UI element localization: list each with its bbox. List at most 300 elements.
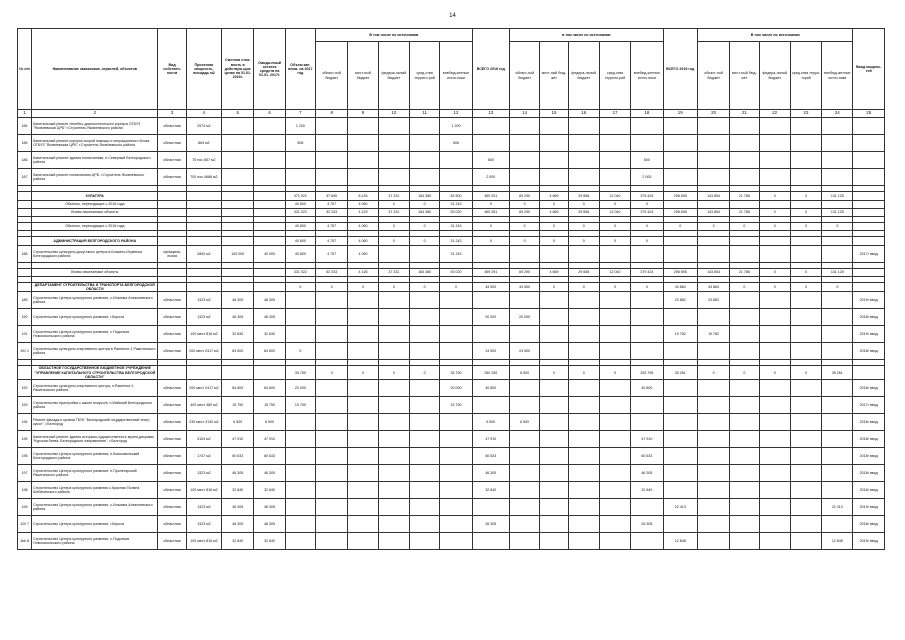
table-cell [759, 292, 790, 309]
table-cell [568, 533, 599, 550]
table-cell: 0 [790, 223, 821, 231]
table-cell [472, 118, 509, 135]
table-cell: 31 243 [440, 201, 472, 209]
table-cell: областная [158, 482, 186, 499]
table-row [18, 397, 885, 414]
table-cell [440, 465, 472, 482]
table-cell [599, 135, 630, 152]
table-cell: 331 022 [285, 209, 315, 217]
table-cell: 0 [697, 223, 729, 231]
table-cell: 1323 м2 [186, 516, 221, 533]
table-cell [254, 209, 285, 217]
table-cell [348, 533, 378, 550]
table-cell: 32 840 [222, 482, 254, 499]
table-cell [348, 448, 378, 465]
table-cell [697, 482, 729, 499]
row-name-cell: Строительство Центра культурного развития, г.Короча [32, 516, 158, 533]
table-cell [254, 201, 285, 209]
table-cell [186, 237, 221, 246]
subtotal-row [18, 269, 885, 277]
table-row [18, 414, 885, 431]
row-number-cell: 192 [18, 380, 32, 397]
table-cell: 184 380 [409, 209, 439, 217]
table-cell [853, 152, 885, 169]
table-cell: 200 мест 2417 м2 [186, 343, 221, 360]
table-row [18, 533, 885, 550]
table-cell [759, 448, 790, 465]
row-name-cell: Капитальный ремонт здания поликлиники, п.Северный Белгородского района [32, 152, 158, 169]
table-cell [409, 246, 439, 263]
table-cell: 0 [790, 366, 821, 380]
row-name-cell: Строительство Центра культурного развития с.Красная Поляна Шебекинского района [32, 482, 158, 499]
table-cell [853, 169, 885, 186]
table-cell [540, 397, 568, 414]
table-cell: 2018г ввод [853, 414, 885, 431]
table-cell [285, 169, 315, 186]
table-cell [510, 380, 540, 397]
table-cell: 52 243 [316, 269, 348, 277]
table-row [18, 135, 885, 152]
table-cell [663, 237, 697, 246]
table-cell: 131 125 [822, 209, 853, 217]
table-row [18, 482, 885, 499]
table-cell [697, 237, 729, 246]
table-cell: областная [158, 533, 186, 550]
table-cell [440, 414, 472, 431]
table-cell [790, 237, 821, 246]
table-cell: 46 305 [254, 292, 285, 309]
table-cell [663, 516, 697, 533]
table-cell: 4 757 [316, 237, 348, 246]
table-cell: 700 пос 4686 м2 [186, 169, 221, 186]
table-cell: 200 мест 2417 м2 [186, 380, 221, 397]
row-name-cell: Строительство Центра культурного развития, с.Подольхи Новооскольского района [32, 533, 158, 550]
col-total2018-header: ВСЕГО 2018 год [472, 29, 509, 110]
table-cell [540, 414, 568, 431]
table-cell [348, 414, 378, 431]
table-cell [790, 465, 821, 482]
table-cell [697, 397, 729, 414]
column-number: 5 [222, 110, 254, 118]
table-cell: 22 413 [663, 499, 697, 516]
table-cell: 0 [730, 283, 759, 292]
column-number: 19 [663, 110, 697, 118]
table-cell [759, 414, 790, 431]
table-cell [316, 326, 348, 343]
table-cell [316, 533, 348, 550]
table-cell: 84 600 [254, 380, 285, 397]
table-cell: 0 [759, 283, 790, 292]
section-row [18, 237, 885, 246]
table-cell: 0 [378, 366, 409, 380]
table-cell [730, 448, 759, 465]
table-cell: 0 [316, 283, 348, 292]
table-cell: 6 500 [222, 414, 254, 431]
table-cell [409, 414, 439, 431]
table-cell [568, 326, 599, 343]
table-cell [540, 118, 568, 135]
table-cell: 253 795 [631, 366, 663, 380]
table-cell [599, 246, 630, 263]
table-cell [254, 237, 285, 246]
row-number-cell: 198 [18, 482, 32, 499]
table-cell [853, 118, 885, 135]
table-cell: 6 500 [254, 414, 285, 431]
table-cell: 8 126 [348, 192, 378, 201]
table-cell: 0 [540, 366, 568, 380]
table-cell: 0 [822, 223, 853, 231]
column-number: 10 [378, 110, 409, 118]
table-cell [568, 292, 599, 309]
table-cell [822, 292, 853, 309]
table-cell: 2019г ввод [853, 533, 885, 550]
table-cell: 600 [631, 152, 663, 169]
row-name-cell: Строительство Центра культурного развития, п.Пролетарский Ракитянского района [32, 465, 158, 482]
table-cell: 250 250 [472, 366, 509, 380]
table-cell [730, 397, 759, 414]
table-cell: 32 840 [222, 326, 254, 343]
table-cell [158, 283, 186, 292]
table-cell [440, 326, 472, 343]
table-cell: 131 125 [822, 269, 853, 277]
table-cell [409, 169, 439, 186]
table-cell: 143 854 [697, 192, 729, 201]
table-cell [510, 152, 540, 169]
table-cell [285, 499, 315, 516]
table-cell [663, 343, 697, 360]
table-cell: 2019г ввод [853, 292, 885, 309]
table-cell: 75 пос 857 м2 [186, 152, 221, 169]
table-cell [822, 397, 853, 414]
row-number-cell: 1bb 8 [18, 533, 32, 550]
table-cell [285, 431, 315, 448]
table-cell [540, 169, 568, 186]
table-cell: 4 060 [348, 223, 378, 231]
table-cell [759, 397, 790, 414]
table-cell [316, 482, 348, 499]
table-cell [663, 414, 697, 431]
table-cell [254, 269, 285, 277]
table-cell [790, 309, 821, 326]
row-number-cell: 195 [18, 431, 32, 448]
column-number: 20 [697, 110, 729, 118]
table-cell [663, 380, 697, 397]
table-cell: 20 000 [510, 309, 540, 326]
table-cell [759, 380, 790, 397]
table-cell: 379 424 [631, 209, 663, 217]
table-cell [568, 118, 599, 135]
table-cell: 0 [285, 343, 315, 360]
table-cell: 26 305 [631, 516, 663, 533]
table-cell [568, 516, 599, 533]
table-cell [790, 292, 821, 309]
table-cell [348, 292, 378, 309]
table-cell [378, 292, 409, 309]
table-cell [222, 135, 254, 152]
table-cell [348, 326, 378, 343]
table-cell [697, 309, 729, 326]
table-cell [697, 499, 729, 516]
table-cell: 0 [790, 209, 821, 217]
table-cell [790, 380, 821, 397]
table-cell [316, 516, 348, 533]
table-cell [663, 397, 697, 414]
row-name-cell: Строительство Центра культурного развития, с.Ильинка Алексеевского района [32, 499, 158, 516]
table-cell [316, 380, 348, 397]
table-cell: 379 424 [631, 192, 663, 201]
table-cell [540, 152, 568, 169]
table-cell: 1323 м2 [186, 499, 221, 516]
table-cell [759, 343, 790, 360]
table-cell [631, 499, 663, 516]
table-cell [378, 431, 409, 448]
table-cell [730, 135, 759, 152]
table-cell [540, 448, 568, 465]
table-cell [186, 366, 221, 380]
table-cell [790, 135, 821, 152]
row-number-cell: 120 7 [18, 516, 32, 533]
table-cell [822, 448, 853, 465]
table-cell [186, 283, 221, 292]
table-cell [254, 192, 285, 201]
table-cell [599, 309, 630, 326]
table-cell: 12 848 [822, 533, 853, 550]
table-row [18, 431, 885, 448]
table-cell: 0 [409, 366, 439, 380]
table-cell [348, 499, 378, 516]
table-cell: 1747 м2 [186, 448, 221, 465]
row-name-cell: Вновь начинаемые объекты [32, 209, 158, 217]
column-number: 1 [18, 110, 32, 118]
table-cell: 31 243 [440, 237, 472, 246]
column-number: 9 [348, 110, 378, 118]
table-cell: 12 040 [599, 269, 630, 277]
table-cell [186, 223, 221, 231]
row-number-cell: 197 [18, 465, 32, 482]
src-fed-2019: федера-льный бюджет [759, 42, 790, 110]
table-cell [822, 309, 853, 326]
table-cell [631, 414, 663, 431]
table-cell [378, 309, 409, 326]
table-cell: 0 [568, 223, 599, 231]
table-cell: 0 [631, 223, 663, 231]
row-name-cell: Капитальный ремонт лечебно-диагностического корпуса ОГБУЗ "Яковлевская ЦРБ" г.Строитель Яковлевского района [32, 118, 158, 135]
table-cell: 0 [409, 223, 439, 231]
table-cell: 1323 м2 [186, 309, 221, 326]
table-cell [568, 309, 599, 326]
table-cell: 47 910 [631, 431, 663, 448]
table-cell [285, 292, 315, 309]
table-cell [285, 326, 315, 343]
table-cell [540, 246, 568, 263]
table-cell: 0 [759, 192, 790, 201]
column-number: 4 [186, 110, 221, 118]
table-cell: 4 757 [316, 201, 348, 209]
table-cell: 0 [697, 366, 729, 380]
table-cell [697, 533, 729, 550]
table-cell [730, 380, 759, 397]
table-cell [853, 223, 885, 231]
table-cell: 3104 м2 [186, 431, 221, 448]
col-power-header: Ввод мощнос-тей [853, 29, 885, 110]
table-cell [440, 482, 472, 499]
table-cell [697, 465, 729, 482]
table-cell [254, 169, 285, 186]
table-cell [790, 499, 821, 516]
table-cell [568, 465, 599, 482]
table-cell: 24 500 [472, 343, 509, 360]
table-cell [510, 118, 540, 135]
table-cell [853, 283, 885, 292]
table-cell [222, 223, 254, 231]
row-name-cell: Строительство Центра культурного развития, п.Комсомольский Белгородского района [32, 448, 158, 465]
src-loc-2018: мест-ный бюд-жет [540, 42, 568, 110]
src-fed-2017: федера-льный бюджет [378, 42, 409, 110]
table-cell: 6 500 [472, 414, 509, 431]
table-cell: 12 040 [599, 192, 630, 201]
table-cell: 84 600 [222, 343, 254, 360]
table-cell [790, 414, 821, 431]
src-reg-2017: област-ной бюджет [316, 42, 348, 110]
table-cell [759, 246, 790, 263]
table-cell [378, 169, 409, 186]
table-cell: 8 500 [510, 366, 540, 380]
table-cell [759, 152, 790, 169]
row-name-cell: АДМИНИСТРАЦИЯ БЕЛГОРОДСКОГО РАЙОНА [32, 237, 158, 246]
table-cell: 35 261 [822, 366, 853, 380]
column-number-row [18, 110, 885, 118]
table-cell [540, 482, 568, 499]
table-cell: 44 500 [472, 283, 509, 292]
table-cell: 40 800 [631, 380, 663, 397]
column-number: 15 [540, 110, 568, 118]
table-cell [631, 397, 663, 414]
table-cell: 40 000 [254, 246, 285, 263]
table-cell [316, 448, 348, 465]
table-cell: областная [158, 414, 186, 431]
table-cell: 0 [348, 283, 378, 292]
table-cell: 0 [631, 201, 663, 209]
table-cell: 100 000 [222, 246, 254, 263]
table-cell: 40 800 [285, 201, 315, 209]
table-cell [822, 431, 853, 448]
table-cell [378, 397, 409, 414]
table-cell [472, 326, 509, 343]
row-number-cell: 190 [18, 309, 32, 326]
table-cell [222, 269, 254, 277]
column-number: 18 [631, 110, 663, 118]
table-cell [186, 192, 221, 201]
table-cell: 53 020 [440, 209, 472, 217]
table-cell [440, 448, 472, 465]
table-cell: 37 331 [378, 209, 409, 217]
table-cell [158, 366, 186, 380]
table-cell [759, 326, 790, 343]
column-number: 3 [158, 110, 186, 118]
table-cell: 0 [730, 366, 759, 380]
table-cell: 31 243 [440, 246, 472, 263]
table-cell [822, 326, 853, 343]
table-cell [186, 269, 221, 277]
section-row [18, 366, 885, 380]
src-reg-2018: област-ной бюджет [510, 42, 540, 110]
table-cell: 31 243 [440, 223, 472, 231]
column-number: 17 [599, 110, 630, 118]
table-cell [730, 152, 759, 169]
table-cell: 2018г ввод [853, 431, 885, 448]
table-cell [730, 201, 759, 209]
table-cell [697, 201, 729, 209]
table-cell: 83 500 [440, 192, 472, 201]
table-cell [316, 431, 348, 448]
table-cell [378, 533, 409, 550]
table-cell: 0 [631, 237, 663, 246]
table-cell [822, 414, 853, 431]
table-cell [631, 118, 663, 135]
table-cell [663, 135, 697, 152]
table-cell [822, 118, 853, 135]
table-cell: 60 633 [631, 448, 663, 465]
table-cell: 46 305 [254, 516, 285, 533]
table-cell: 2 000 [631, 169, 663, 186]
table-cell [186, 201, 221, 209]
table-cell: 0 [631, 283, 663, 292]
column-number: 8 [316, 110, 348, 118]
table-cell: областная [158, 118, 186, 135]
table-cell [730, 343, 759, 360]
row-name-cell: Строительство культурно-досугового центра в Бочкино-Игуменка Белгородского района [32, 246, 158, 263]
row-name-cell: Строительство Центра культурного развития, с.Подольхи Новооскольского района [32, 326, 158, 343]
table-cell: 143 854 [697, 209, 729, 217]
row-number-cell: 186 [18, 152, 32, 169]
table-cell: 46 305 [472, 465, 509, 482]
table-cell [158, 269, 186, 277]
row-number-cell: 189 [18, 292, 32, 309]
table-cell [697, 448, 729, 465]
table-cell [316, 292, 348, 309]
table-cell: 23 882 [663, 292, 697, 309]
table-cell: 84 600 [254, 343, 285, 360]
table-cell [790, 397, 821, 414]
table-cell: 100 мест 816 м2 [186, 533, 221, 550]
table-cell [440, 343, 472, 360]
table-cell [378, 152, 409, 169]
table-cell [472, 533, 509, 550]
table-cell: 20 000 [472, 309, 509, 326]
table-cell: 0 [759, 269, 790, 277]
table-cell [348, 135, 378, 152]
row-number-cell [18, 209, 32, 217]
column-number: 16 [568, 110, 599, 118]
table-cell [663, 152, 697, 169]
table-cell: 47 910 [472, 431, 509, 448]
table-cell [222, 283, 254, 292]
table-cell [540, 516, 568, 533]
table-cell [316, 309, 348, 326]
table-cell: 40 800 [285, 237, 315, 246]
table-cell [348, 431, 378, 448]
table-cell: 46 305 [222, 292, 254, 309]
src-terr-2017: сред-ства террито-рий [409, 42, 439, 110]
col-name-header: Наименование заказчиков, отраслей, объектов [32, 29, 158, 110]
table-cell [348, 152, 378, 169]
table-cell: 32 840 [631, 482, 663, 499]
table-cell: 2018г ввод [853, 309, 885, 326]
table-cell: 4 126 [348, 269, 378, 277]
table-cell: 0 [540, 223, 568, 231]
table-cell [409, 499, 439, 516]
table-cell [568, 431, 599, 448]
